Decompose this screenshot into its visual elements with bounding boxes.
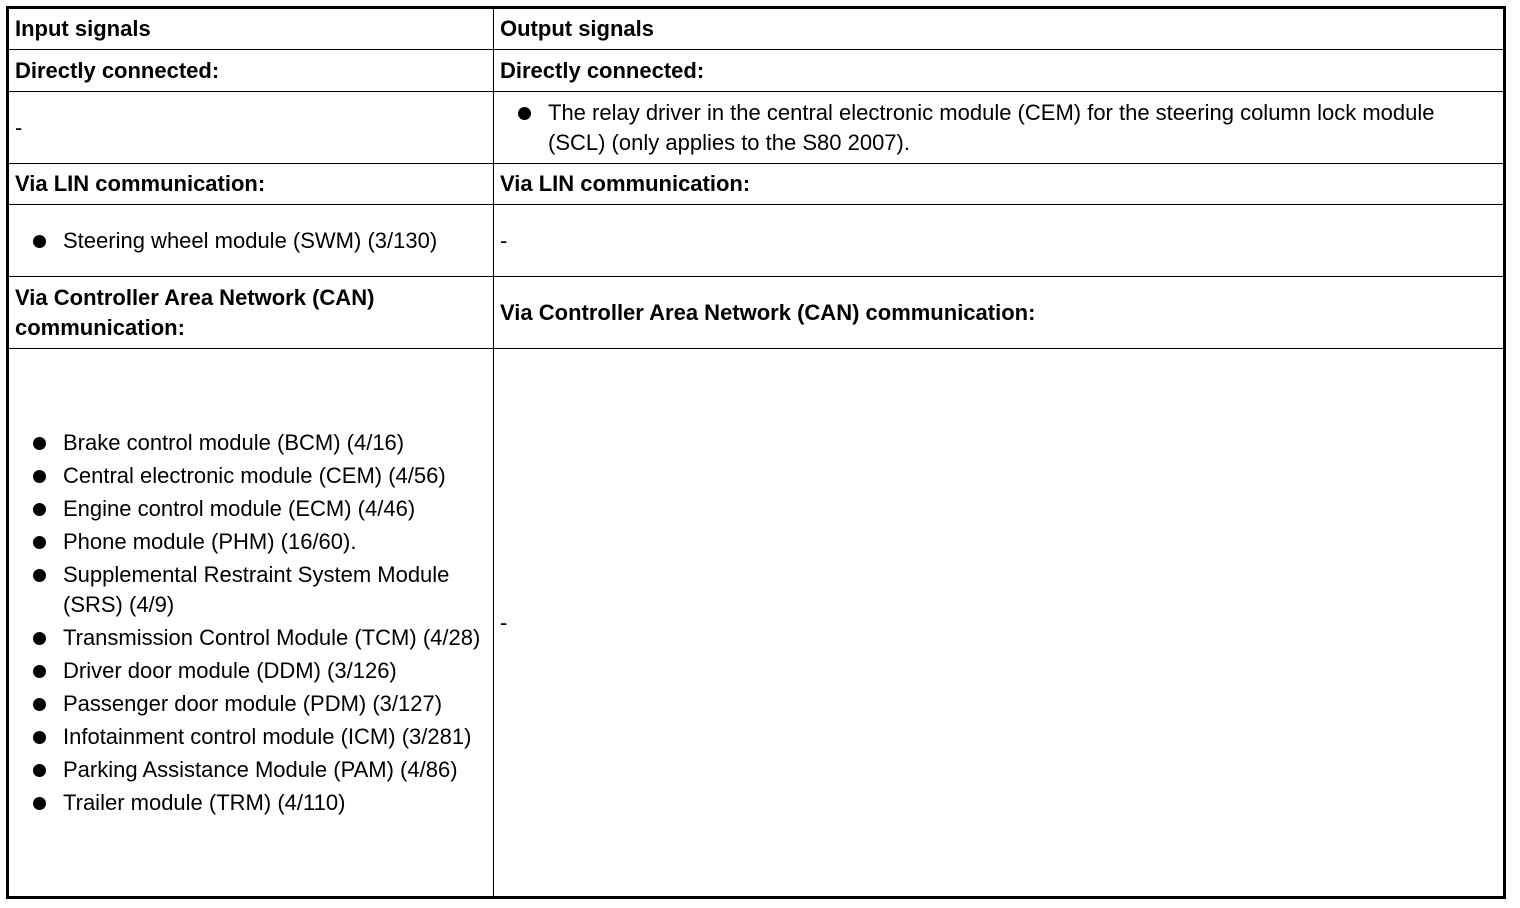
can-heading-row: [9, 277, 1503, 349]
list-item: Steering wheel module (SWM) (3/130): [15, 226, 487, 256]
header-row: [9, 9, 1503, 50]
output-direct-heading: Directly connected:: [494, 50, 1504, 92]
lin-content-row: [9, 205, 1503, 277]
list-item: Trailer module (TRM) (4/110): [15, 788, 487, 818]
input-direct-cell: [9, 92, 494, 164]
signals-table: [9, 9, 1503, 896]
direct-heading-row: [9, 50, 1503, 92]
output-lin-cell: [494, 205, 1504, 277]
output-direct-cell: [494, 92, 1504, 164]
signals-table-frame: [6, 6, 1506, 899]
output-can-cell: [494, 349, 1504, 897]
list-item: Parking Assistance Module (PAM) (4/86): [15, 755, 487, 785]
output-can-heading: Via Controller Area Network (CAN) communication:: [494, 277, 1504, 349]
direct-content-row: [9, 92, 1503, 164]
list-item: Engine control module (ECM) (4/46): [15, 494, 487, 524]
list-item: Transmission Control Module (TCM) (4/28): [15, 623, 487, 653]
list-item: Central electronic module (CEM) (4/56): [15, 461, 487, 491]
input-can-cell: [9, 349, 494, 897]
list-item: Brake control module (BCM) (4/16): [15, 428, 487, 458]
input-lin-list: [15, 226, 487, 256]
list-item: Phone module (PHM) (16/60).: [15, 527, 487, 557]
input-direct-heading: Directly connected:: [9, 50, 494, 92]
input-lin-heading: Via LIN communication:: [9, 164, 494, 205]
list-item: The relay driver in the central electronic module (CEM) for the steering column lock module (SCL) (only applies to the S80 2007).: [500, 98, 1497, 158]
input-can-list: [15, 428, 487, 818]
output-lin-value: -: [500, 227, 508, 253]
lin-heading-row: [9, 164, 1503, 205]
can-content-row: [9, 349, 1503, 897]
list-item: Driver door module (DDM) (3/126): [15, 656, 487, 686]
list-item: Passenger door module (PDM) (3/127): [15, 689, 487, 719]
input-lin-cell: [9, 205, 494, 277]
input-can-heading: Via Controller Area Network (CAN) communication:: [9, 277, 494, 349]
output-signals-header: Output signals: [494, 9, 1504, 50]
list-item: Infotainment control module (ICM) (3/281): [15, 722, 487, 752]
input-direct-value: -: [15, 114, 23, 140]
output-can-value: -: [500, 609, 508, 635]
output-lin-heading: Via LIN communication:: [494, 164, 1504, 205]
input-signals-header: Input signals: [9, 9, 494, 50]
list-item: Supplemental Restraint System Module (SRS) (4/9): [15, 560, 487, 620]
output-direct-list: [500, 98, 1497, 158]
